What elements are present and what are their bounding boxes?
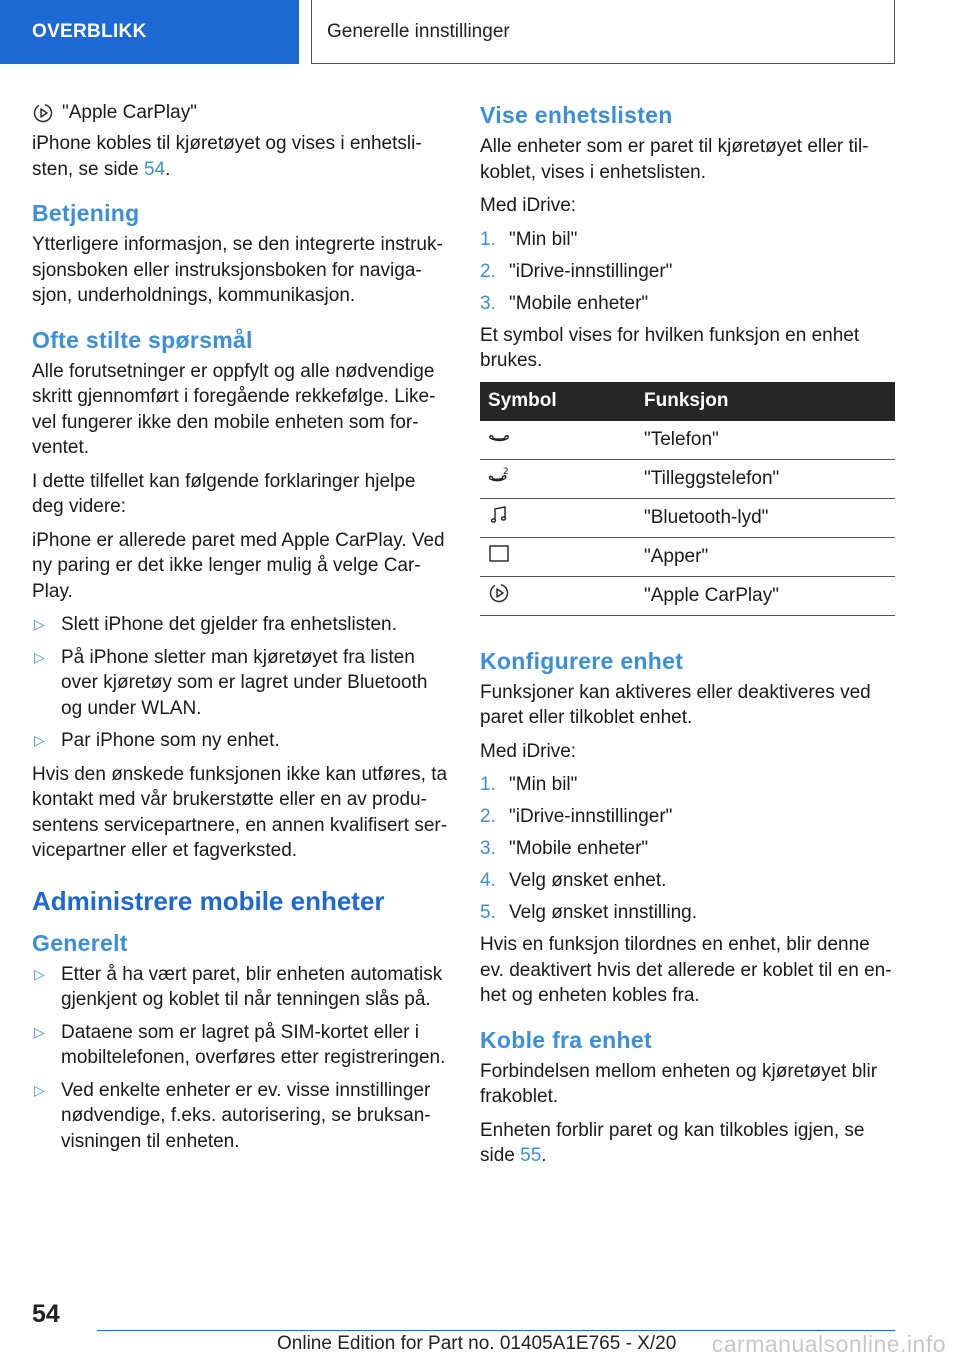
section-title-box: [311, 0, 895, 64]
list-item: [32, 962, 448, 1013]
step-number: 4.: [480, 870, 496, 891]
symbol-cell: [480, 537, 636, 576]
table-row: [480, 459, 895, 498]
function-cell: "Telefon": [636, 421, 895, 460]
function-cell: "Tilleggstelefon": [636, 459, 895, 498]
chapter-tab-label: OVERBLIKK: [32, 21, 147, 42]
triangle-bullet-icon: ▷: [34, 1081, 45, 1098]
step-text: Velg ønsket enhet.: [509, 870, 667, 891]
koble-paragraph-1: Forbindelsen mellom enheten og kjøretøyet blir frakoblet.: [480, 1060, 878, 1107]
step-number: 3.: [480, 292, 496, 314]
list-item: [32, 645, 448, 722]
step-text: "iDrive-innstillinger": [509, 260, 673, 282]
function-cell: "Bluetooth-lyd": [636, 498, 895, 537]
faq-paragraph-1: Alle forutsetninger er oppfylt og alle nødvendige skritt gjennomført i foregående rekkefølge. Like-vel fungerer ikke den mobile enheten som for-ventet.: [32, 360, 436, 458]
step-text: "Mobile enheter": [509, 838, 649, 859]
step-number: 2.: [480, 806, 496, 827]
symbol-table: [480, 382, 895, 616]
step-number: 3.: [480, 838, 496, 859]
list-item: [32, 1078, 448, 1155]
list-item-text: Slett iPhone det gjelder fra enhetslisten.: [61, 614, 397, 635]
function-cell: "Apper": [636, 537, 895, 576]
function-cell: "Apple CarPlay": [636, 576, 895, 615]
left-column: [32, 100, 448, 1162]
step-text: Velg ønsket innstilling.: [509, 902, 697, 923]
triangle-bullet-icon: ▷: [34, 965, 45, 982]
carplay-play-icon: [32, 102, 54, 124]
column-header-funksjon: Funksjon: [636, 382, 895, 421]
heading-generelt: Generelt: [32, 929, 128, 956]
section-title: Generelle innstillinger: [327, 20, 510, 42]
watermark: carmanualsonline.info: [711, 1331, 946, 1357]
svg-text:2: 2: [503, 466, 509, 477]
music-note-icon: [488, 504, 510, 526]
list-item: [480, 900, 895, 926]
chapter-tab[interactable]: [0, 0, 299, 64]
list-item-text: Ved enkelte enheter er ev. visse innstillinger nødvendige, f.eks. autorisering, se bruksan-visningen til enheten.: [61, 1079, 431, 1152]
edition-text: Online Edition for Part no. 01405A1E765 - X/20: [277, 1333, 677, 1354]
heading-faq: Ofte stilte spørsmål: [32, 326, 253, 353]
koble-text-end: .: [541, 1145, 547, 1166]
heading-betjening: Betjening: [32, 200, 140, 226]
vise-paragraph-1: Alle enheter som er paret til kjøretøyet eller til-koblet, vises i enhetslisten.: [480, 136, 869, 183]
heading-koble-fra: Koble fra enhet: [480, 1026, 652, 1053]
page-link-55[interactable]: 55: [520, 1145, 542, 1166]
list-item-text: Etter å ha vært paret, blir enheten automatisk gjenkjent og koblet til når tenningen slås på.: [61, 963, 443, 1010]
list-item: [480, 868, 895, 894]
table-header-row: [480, 382, 895, 421]
heading-konfigurere: Konfigurere enhet: [480, 647, 684, 674]
faq-paragraph-3: iPhone er allerede paret med Apple CarPlay. Ved ny paring er det ikke lenger mulig å velge Car-Play.: [32, 529, 445, 602]
step-text: "Mobile enheter": [509, 292, 649, 314]
vise-steps: [480, 227, 895, 317]
phone-icon: [488, 426, 510, 448]
table-row: [480, 498, 895, 537]
vise-paragraph-2: Med iDrive:: [480, 195, 577, 216]
right-column: [480, 100, 895, 1177]
konf-paragraph-2: Med iDrive:: [480, 740, 577, 762]
triangle-bullet-icon: ▷: [34, 648, 45, 665]
vise-paragraph-3: Et symbol vises for hvilken funksjon en enhet brukes.: [480, 324, 860, 371]
carplay-description: [32, 131, 448, 182]
carplay-label: "Apple CarPlay": [62, 102, 197, 123]
triangle-bullet-icon: ▷: [34, 616, 45, 632]
list-item: [480, 291, 895, 317]
step-number: 1.: [480, 228, 496, 250]
carplay-text-end: .: [165, 158, 171, 180]
list-item: [32, 1020, 448, 1071]
step-number: 5.: [480, 902, 496, 923]
list-item: [32, 728, 448, 754]
list-item: [480, 259, 895, 285]
symbol-cell: [480, 576, 636, 615]
step-number: 2.: [480, 260, 496, 282]
table-row: [480, 576, 895, 615]
page-number: 54: [32, 1300, 60, 1328]
symbol-cell: [480, 421, 636, 460]
carplay-entry: [32, 100, 448, 125]
list-item: [480, 836, 895, 862]
triangle-bullet-icon: ▷: [34, 1023, 45, 1040]
konf-paragraph-1: Funksjoner kan aktiveres eller deaktiveres ved paret eller tilkoblet enhet.: [480, 681, 871, 728]
list-item: [480, 804, 895, 830]
betjening-text: Ytterligere informasjon, se den integrerte instruk-sjonsboken eller instruksjonsboken for naviga-sjon, underholdnings, kommunikasjon.: [32, 234, 443, 306]
koble-paragraph-2: [480, 1118, 895, 1169]
list-item: [480, 772, 895, 798]
triangle-bullet-icon: ▷: [34, 732, 45, 748]
step-text: "Min bil": [509, 228, 578, 250]
list-item: [480, 227, 895, 253]
list-item-text: På iPhone sletter man kjøretøyet fra listen over kjøretøy som er lagret under Bluetooth og under WLAN.: [61, 646, 428, 719]
faq-paragraph-2: I dette tilfellet kan følgende forklaringer hjelpe deg videre:: [32, 470, 416, 517]
apps-square-icon: [488, 543, 510, 565]
carplay-play-icon: [488, 582, 510, 604]
symbol-cell: [480, 498, 636, 537]
additional-phone-icon: [488, 465, 510, 487]
list-item: [32, 612, 448, 638]
koble-text: Enheten forblir paret og kan tilkobles igjen, se side: [480, 1119, 865, 1166]
faq-bullet-list: [32, 612, 448, 754]
symbol-cell: [480, 459, 636, 498]
carplay-text: iPhone kobles til kjøretøyet og vises i enhetsli-sten, se side: [32, 133, 422, 180]
list-item-text: Dataene som er lagret på SIM-kortet eller i mobiltelefonen, overføres etter registreringen.: [61, 1021, 446, 1068]
heading-vise: Vise enhetslisten: [480, 102, 673, 128]
konf-paragraph-3: Hvis en funksjon tilordnes en enhet, blir denne ev. deaktivert hvis det allerede er koblet til en en-het og enheten kobles fra.: [480, 934, 892, 1006]
table-row: [480, 537, 895, 576]
step-number: 1.: [480, 774, 496, 795]
column-header-symbol: Symbol: [480, 382, 636, 421]
list-item-text: Par iPhone som ny enhet.: [61, 730, 280, 751]
generelt-bullet-list: [32, 962, 448, 1155]
step-text: "Min bil": [509, 774, 578, 795]
faq-paragraph-4: Hvis den ønskede funksjonen ikke kan utføres, ta kontakt med vår brukerstøtte eller en av produ-sentens servicepartnere, en annen kvalifisert ser-vicepartner eller et fagverksted.: [32, 763, 448, 861]
step-text: "iDrive-innstillinger": [509, 806, 673, 827]
konf-steps: [480, 772, 895, 926]
heading-admin: Administrere mobile enheter: [32, 885, 385, 916]
page-link-54[interactable]: 54: [143, 158, 166, 180]
table-row: [480, 421, 895, 460]
